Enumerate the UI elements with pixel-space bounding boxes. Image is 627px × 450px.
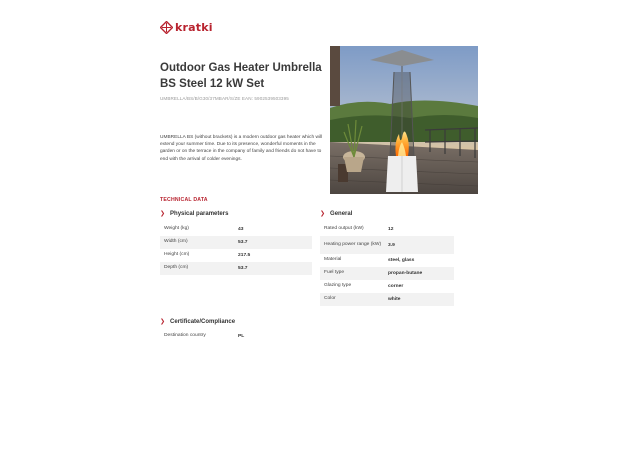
row-label: Width (cm) [164,239,188,245]
row-value: 53.7 [238,240,248,245]
chevron-right-icon: ❯ [160,211,166,217]
technical-data-heading: TECHNICAL DATA [160,197,208,203]
row-label: Glazing type [324,283,352,289]
row-label: Destination country [164,333,206,339]
table-row [320,223,454,236]
certificate-heading [160,318,235,325]
table-row [160,330,312,343]
row-label: Depth (cm) [164,265,189,271]
kratki-logo-icon [160,21,173,34]
chevron-right-icon: ❯ [160,319,166,325]
row-label: Height (cm) [164,252,190,258]
chevron-right-icon: ❯ [320,211,326,217]
certificate-title: Certificate/Compliance [170,318,236,325]
row-value: corner [388,284,404,289]
table-row [160,223,312,236]
row-value: PL [238,334,245,339]
row-value: 12 [388,227,394,232]
certificate-table [160,330,312,343]
table-row [320,267,454,280]
physical-parameters-table [160,223,312,275]
row-label: Rated output (kW) [324,226,364,232]
row-label: Material [324,257,342,263]
physical-parameters-title: Physical parameters [170,210,229,217]
row-value: 3.9 [388,242,395,248]
table-row [160,262,312,275]
general-title: General [330,210,353,217]
row-value: white [388,297,401,302]
table-row [160,236,312,249]
table-row [160,249,312,262]
row-value: 217.5 [238,253,251,258]
patio-heater-photo [330,46,478,194]
row-label: Weight (kg) [164,226,189,232]
table-row [320,236,454,254]
table-row [320,280,454,293]
row-value: steel, glass [388,258,415,263]
general-table [320,223,454,306]
table-row [320,293,454,306]
product-photo [330,46,478,194]
row-value: 53.7 [238,266,248,271]
brand-logo [160,21,213,34]
product-sku: UMBRELLA/BS/B/G30/37MBAR/S/ZE EAN: 5902539503395 [160,96,289,101]
row-label: Heating power range (kW) [324,241,382,247]
row-value: 43 [238,227,244,232]
row-label: Color [324,296,336,302]
table-row [320,254,454,267]
brand-name: kratki [175,21,213,34]
product-description: UMBRELLA BS (without brackets) is a modern outdoor gas heater which will extend your summer time. Due to its presence, wonderful moments in the garden or on the terrace in the company of family and friends do not have to end with the arrival of colder evenings. [160,135,323,162]
row-label: Fuel type [324,270,345,276]
physical-parameters-heading [160,210,228,217]
row-value: propan-butane [388,271,423,276]
product-title: Outdoor Gas Heater Umbrella BS Steel 12 kW Set [160,62,322,90]
general-heading [320,210,352,217]
